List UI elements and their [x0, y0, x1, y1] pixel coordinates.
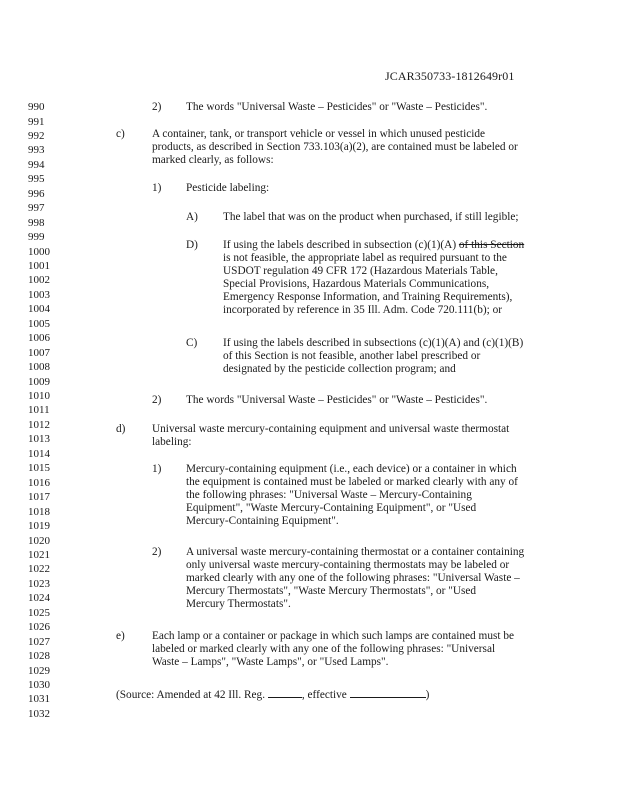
- body-text: Mercury Thermostats", "Waste Mercury Thermostats", or "Used: [186, 585, 477, 597]
- line-number: 1003: [28, 288, 50, 301]
- body-text: The words "Universal Waste – Pesticides" or "Waste – Pesticides".: [186, 101, 488, 113]
- line-number: 990: [28, 101, 45, 113]
- body-text: Each lamp or a container or package in which such lamps are contained must be: [152, 630, 514, 642]
- blank-register-number: [268, 688, 302, 698]
- body-text: labeling:: [152, 436, 192, 448]
- body-text: If using the labels described in subsections (c)(1)(A) and (c)(1)(B): [223, 337, 524, 349]
- body-text: Pesticide labeling:: [186, 182, 270, 194]
- line-number: 996: [28, 187, 45, 200]
- body-text: A container, tank, or transport vehicle or vessel in which unused pesticide: [152, 128, 486, 140]
- line-number: 1025: [28, 606, 50, 619]
- source-note-effective: , effective: [301, 689, 350, 701]
- line-number: 1002: [28, 274, 50, 287]
- line-number: 1014: [28, 447, 50, 460]
- document-id: JCAR350733-1812649r01: [385, 69, 515, 83]
- line-number: 992: [28, 129, 45, 142]
- line-number: 1030: [28, 679, 50, 691]
- body-text: incorporated by reference in 35 Ill. Adm. Code 720.111(b); or: [223, 304, 502, 316]
- line-number: 1012: [28, 418, 50, 431]
- line-number: 1000: [28, 245, 50, 258]
- body-text: products, as described in Section 733.103(a)(2), are contained must be labeled or: [152, 141, 518, 153]
- item-label: 2): [152, 394, 162, 406]
- blank-effective-date: [350, 688, 426, 698]
- item-label: 2): [152, 101, 162, 113]
- line-number: 1011: [28, 404, 50, 417]
- line-number: 1032: [28, 707, 50, 720]
- body-text: The words "Universal Waste – Pesticides" or "Waste – Pesticides".: [186, 394, 488, 406]
- line-number: 1018: [28, 505, 50, 518]
- line-number: 1009: [28, 375, 50, 388]
- item-label: 1): [152, 463, 162, 475]
- line-number: 1031: [28, 693, 50, 706]
- source-note-suffix: ): [425, 689, 430, 701]
- line-number: 1005: [28, 317, 50, 330]
- line-number: 1020: [28, 534, 50, 547]
- line-number: 991: [28, 115, 45, 128]
- body-text: USDOT regulation 49 CFR 172 (Hazardous Materials Table,: [223, 265, 498, 277]
- line-number: 1017: [28, 491, 50, 504]
- line-number: 1006: [28, 332, 50, 345]
- body-text: Emergency Response Information, and Training Requirements),: [223, 291, 513, 303]
- body-text: designated by the pesticide collection program; and: [223, 363, 456, 375]
- line-number: 994: [28, 158, 45, 171]
- body-text: Waste – Lamps", "Waste Lamps", or "Used Lamps".: [152, 656, 389, 668]
- line-number: 1022: [28, 563, 50, 576]
- source-note: [116, 688, 429, 701]
- line-number: 1001: [28, 259, 50, 272]
- line-number: 1004: [28, 303, 50, 316]
- struck-text: of this Section: [458, 239, 525, 251]
- line-number: 1013: [28, 433, 50, 446]
- body-text: of this Section is not feasible, another label prescribed or: [223, 350, 481, 362]
- body-text: A universal waste mercury-containing thermostat or a container containing: [186, 546, 525, 558]
- line-number: 1008: [28, 361, 50, 374]
- line-number: 1007: [28, 346, 50, 359]
- item-label: 1): [152, 182, 162, 194]
- item-label: C): [186, 337, 198, 349]
- line-number: 1026: [28, 621, 50, 634]
- line-number: 1028: [28, 650, 50, 663]
- line-number: 1023: [28, 577, 50, 590]
- body-text: labeled or marked clearly with any one of the following phrases: "Universal: [152, 643, 496, 655]
- item-label: e): [116, 630, 125, 642]
- source-note-prefix: (Source: Amended at 42 Ill. Reg.: [116, 689, 268, 701]
- body-text: Mercury-Containing Equipment".: [186, 515, 339, 527]
- item-label: c): [116, 128, 125, 140]
- body-text: Mercury Thermostats".: [186, 598, 291, 610]
- item-label: D): [186, 239, 198, 251]
- line-number: 1021: [28, 549, 50, 561]
- body-text: only universal waste mercury-containing thermostats may be labeled or: [186, 559, 510, 571]
- line-number: 1016: [28, 476, 50, 489]
- body-text: the following phrases: "Universal Waste – Mercury-Containing: [186, 489, 472, 501]
- line-number: 1027: [28, 635, 50, 648]
- body-text: [223, 239, 524, 252]
- line-number: 1024: [28, 592, 50, 605]
- body-text: Equipment", "Waste Mercury-Containing Equipment", or "Used: [186, 502, 477, 514]
- item-label: A): [186, 211, 198, 223]
- body-text: Universal waste mercury-containing equipment and universal waste thermostat: [152, 423, 510, 435]
- body-text: The label that was on the product when purchased, if still legible;: [223, 211, 519, 223]
- item-label: d): [116, 423, 126, 435]
- line-number: 998: [28, 216, 45, 229]
- line-number: 995: [28, 173, 45, 186]
- line-number: 1029: [28, 664, 50, 677]
- line-number: 997: [28, 202, 45, 215]
- line-number: 999: [28, 231, 45, 243]
- body-text: marked clearly with any one of the following phrases: "Universal Waste –: [186, 572, 520, 584]
- line-number: 1015: [28, 462, 50, 475]
- body-text: Mercury-containing equipment (i.e., each device) or a container in which: [186, 463, 517, 475]
- line-number: 993: [28, 144, 45, 157]
- line-number: 1019: [28, 520, 50, 532]
- line-number: 1010: [28, 390, 50, 402]
- body-text: Special Provisions, Hazardous Materials Communications,: [223, 278, 490, 290]
- item-label: 2): [152, 546, 162, 558]
- body-text: is not feasible, the appropriate label as required pursuant to the: [223, 252, 507, 264]
- body-text: the equipment is contained must be labeled or marked clearly with any of: [186, 476, 518, 488]
- body-text-segment: If using the labels described in subsection (c)(1)(A): [223, 239, 459, 251]
- body-text: marked clearly, as follows:: [152, 154, 274, 166]
